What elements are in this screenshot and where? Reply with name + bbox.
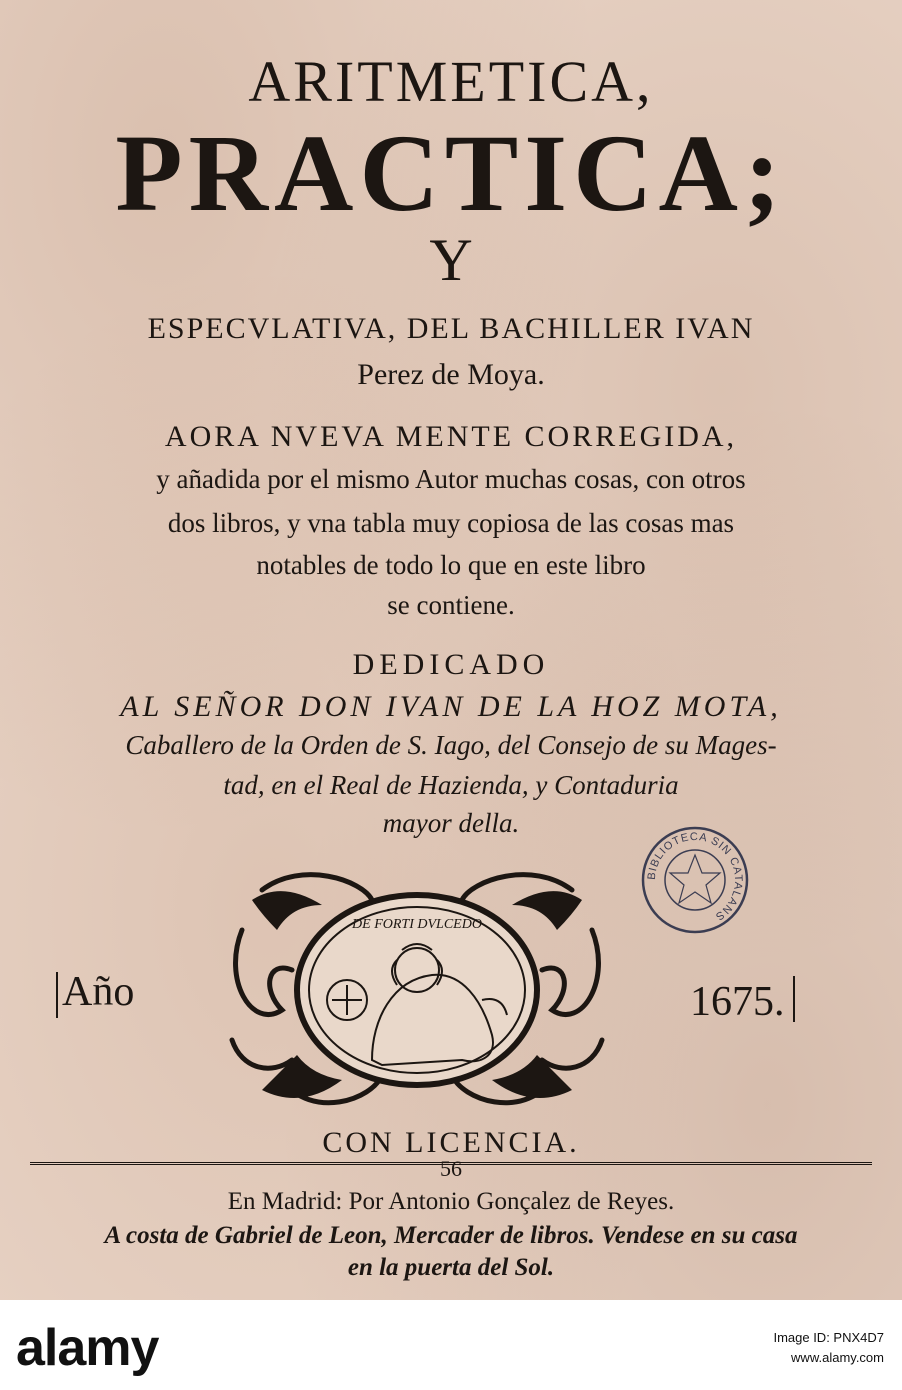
license-line: CON LICENCIA. — [322, 1126, 580, 1159]
library-stamp — [640, 825, 750, 935]
description-heading: AORA NVEVA MENTE CORREGIDA, — [164, 420, 738, 453]
alamy-logo[interactable]: alamy — [16, 1319, 159, 1377]
description-line: y añadida por el mismo Autor muchas cosas, con otros — [156, 464, 746, 494]
imprint-line-3: en la puerta del Sol. — [347, 1254, 555, 1281]
svg-text:BIBLIOTECA SIN CATALANS — [646, 831, 744, 923]
title-line-1: ARITMETICA, — [248, 49, 654, 114]
image-id: Image ID: PNX4D7 — [773, 1330, 884, 1345]
dedication-line: mayor della. — [382, 808, 520, 838]
dedication-recipient: AL SEÑOR DON IVAN DE LA HOZ MOTA, — [120, 690, 782, 723]
author-name: Perez de Moya. — [357, 358, 545, 391]
subtitle-line-1: ESPECVLATIVA, DEL BACHILLER IVAN — [147, 312, 755, 345]
site-url[interactable]: www.alamy.com — [791, 1349, 884, 1365]
title-line-3: Y — [429, 227, 473, 293]
imprint-line-1: En Madrid: Por Antonio Gonçalez de Reyes. — [227, 1188, 675, 1215]
description-line: dos libros, y vna tabla muy copiosa de las cosas mas — [167, 508, 735, 538]
emblem-motto: DE FORTI DVLCEDO — [352, 917, 482, 932]
image-id-block — [773, 1328, 884, 1367]
dedication-line: tad, en el Real de Hazienda, y Contaduria — [223, 770, 679, 800]
dedication-line: Caballero de la Orden de S. Iago, del Consejo de su Mages- — [125, 730, 777, 760]
year-label: Año — [62, 969, 135, 1015]
description-line: se contiene. — [387, 590, 515, 620]
title-line-2: PRACTICA; — [115, 112, 787, 234]
dedication-heading: DEDICADO — [352, 648, 550, 681]
page-number: 56 — [440, 1156, 462, 1181]
imprint-line-2: A costa de Gabriel de Leon, Mercader de libros. Vendese en su casa — [104, 1222, 798, 1249]
description-line: notables de todo lo que en este libro — [256, 550, 646, 580]
year-value: 1675. — [690, 979, 785, 1025]
printer-emblem — [222, 860, 612, 1120]
stamp-text: BIBLIOTECA SIN CATALANS — [645, 830, 745, 923]
